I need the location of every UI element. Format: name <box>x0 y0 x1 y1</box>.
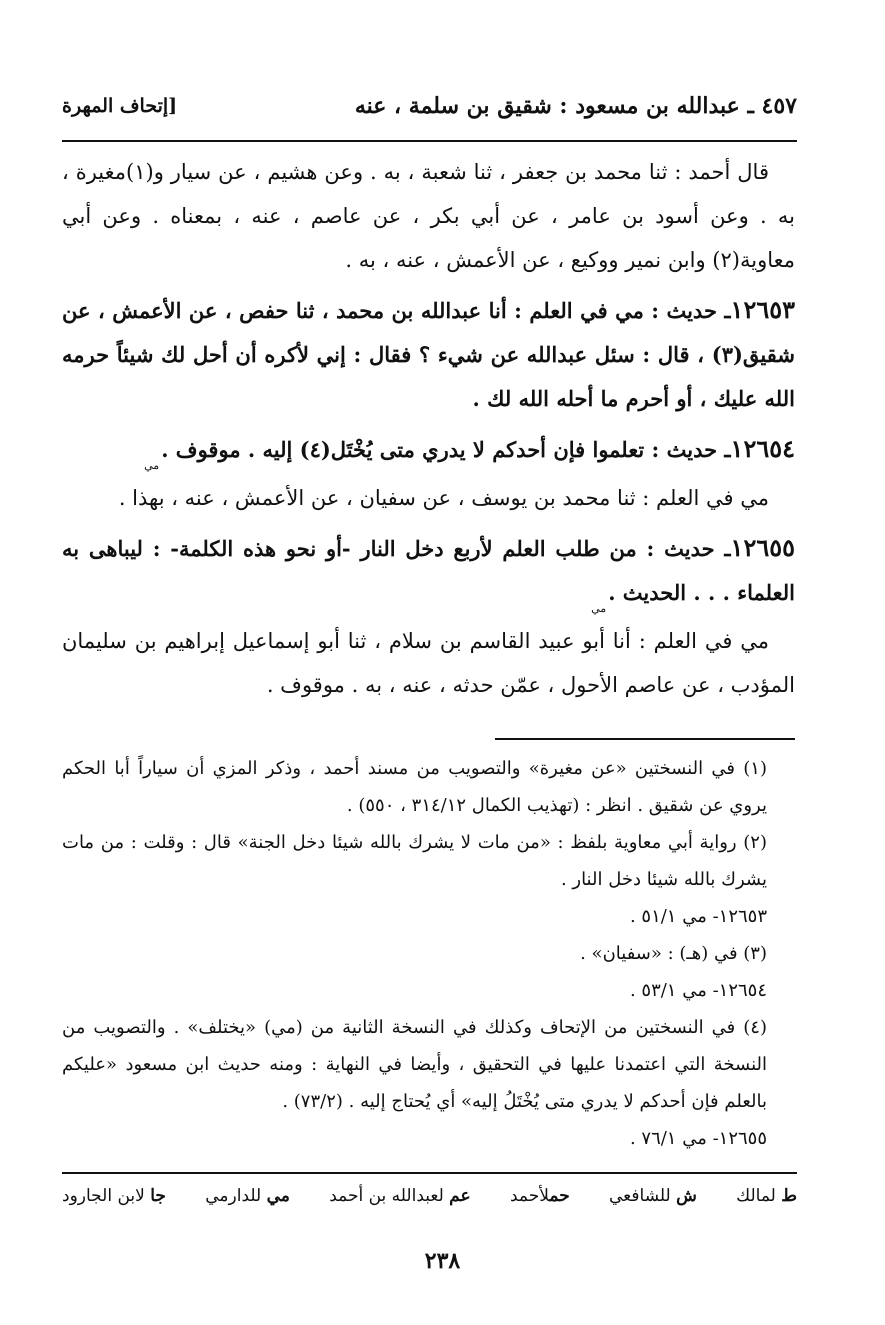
header-book-name: [إتحاف المهرة <box>62 95 178 117</box>
footnote: (٤) في النسختين من الإتحاف وكذلك في النسخة الثانية من (مي) «يختلف» . والتصويب من النسخة التي اعتمدنا عليها في التحقيق ، وأيضا في النهاية : ومنه حديث ابن مسعود «عليكم بالعلم فإن أحدكم لا يدري متى يُخْتَلُ إليه» أي يُحتاج إليه . (٧٣/٢) . <box>62 1017 767 1112</box>
hadith-text: ـ حديث : تعلموا فإن أحدكم لا يدري متى يُخْتَل(٤) إليه . موقوف . <box>161 437 731 462</box>
hadith-12655 <box>62 526 795 619</box>
abbr-item: جا لابن الجارود <box>62 1186 166 1206</box>
header-rule <box>62 140 797 142</box>
source-mark: مي <box>144 459 160 472</box>
footnotes <box>62 750 795 1157</box>
abbreviation-key <box>62 1186 797 1206</box>
abbr-item: ش للشافعي <box>609 1186 697 1206</box>
hadith-number: ١٢٦٥٤ <box>730 434 795 463</box>
footnote-ref: ١٢٦٥٣- مي ٥١/١ . <box>629 906 767 927</box>
footnote-ref: ١٢٦٥٤- مي ٥٣/١ . <box>629 980 767 1001</box>
header-title: ٤٥٧ ـ عبدالله بن مسعود : شقيق بن سلمة ، عنه <box>354 93 797 119</box>
source-mark: مي <box>591 602 607 615</box>
page-number: ٢٣٨ <box>424 1248 461 1274</box>
hadith-text: ـ حديث : مي في العلم : أنا عبدالله بن محمد ، ثنا حفص ، عن الأعمش ، عن شقيق(٣) ، قال : سئل عبدالله عن شيء ؟ فقال : إني لأكره أن أحل لك شيئاً حرمه الله عليك ، أو أحرم ما أحله الله لك . <box>62 298 795 411</box>
hadith-12654-source: مي في العلم : ثنا محمد بن يوسف ، عن سفيان ، عن الأعمش ، عنه ، بهذا . <box>118 486 769 510</box>
abbr-item: عم لعبدالله بن أحمد <box>329 1186 471 1206</box>
abbreviation-rule <box>62 1172 797 1174</box>
footnote: (٣) في (هـ) : «سفيان» . <box>580 943 767 964</box>
hadith-12653 <box>62 288 795 421</box>
footnote: (١) في النسختين «عن مغيرة» والتصويب من مسند أحمد ، وذكر المزي أن سياراً أبا الحكم يروي عن شقيق . انظر : (تهذيب الكمال ٣١٤/١٢ ، ٥٥٠) . <box>62 758 767 816</box>
footnote-ref: ١٢٦٥٥- مي ٧٦/١ . <box>629 1128 767 1149</box>
intro-paragraph: قال أحمد : ثنا محمد بن جعفر ، ثنا شعبة ، به . وعن هشيم ، عن سيار و(١)مغيرة ، به . وعن أسود بن عامر ، عن أبي بكر ، عن عاصم ، عنه ، بمعناه . وعن أبي معاوية(٢) وابن نمير ووكيع ، عن الأعمش ، عنه ، به . <box>62 160 795 272</box>
footnote-rule <box>495 738 795 740</box>
hadith-12655-source: مي في العلم : أنا أبو عبيد القاسم بن سلام ، ثنا أبو إسماعيل إبراهيم بن سليمان المؤدب ، عن عاصم الأحول ، عمّن حدثه ، عنه ، به . موقوف . <box>62 629 795 697</box>
abbr-item: حملأحمد <box>509 1186 570 1206</box>
main-text <box>62 150 795 707</box>
hadith-12654 <box>62 427 795 476</box>
hadith-text: ـ حديث : من طلب العلم لأربع دخل النار -أو نحو هذه الكلمة- : ليباهى به العلماء . . . الحديث . <box>62 536 795 605</box>
abbr-item: مي للدارمي <box>205 1186 290 1206</box>
hadith-number: ١٢٦٥٥ <box>730 533 795 562</box>
hadith-number: ١٢٦٥٣ <box>730 295 795 324</box>
running-header <box>62 86 797 126</box>
footnote: (٢) رواية أبي معاوية بلفظ : «من مات لا يشرك بالله شيئا دخل الجنة» قال : وقلت : من مات يشرك بالله شيئا دخل النار . <box>62 832 767 890</box>
abbr-item: ط لمالك <box>736 1186 797 1206</box>
